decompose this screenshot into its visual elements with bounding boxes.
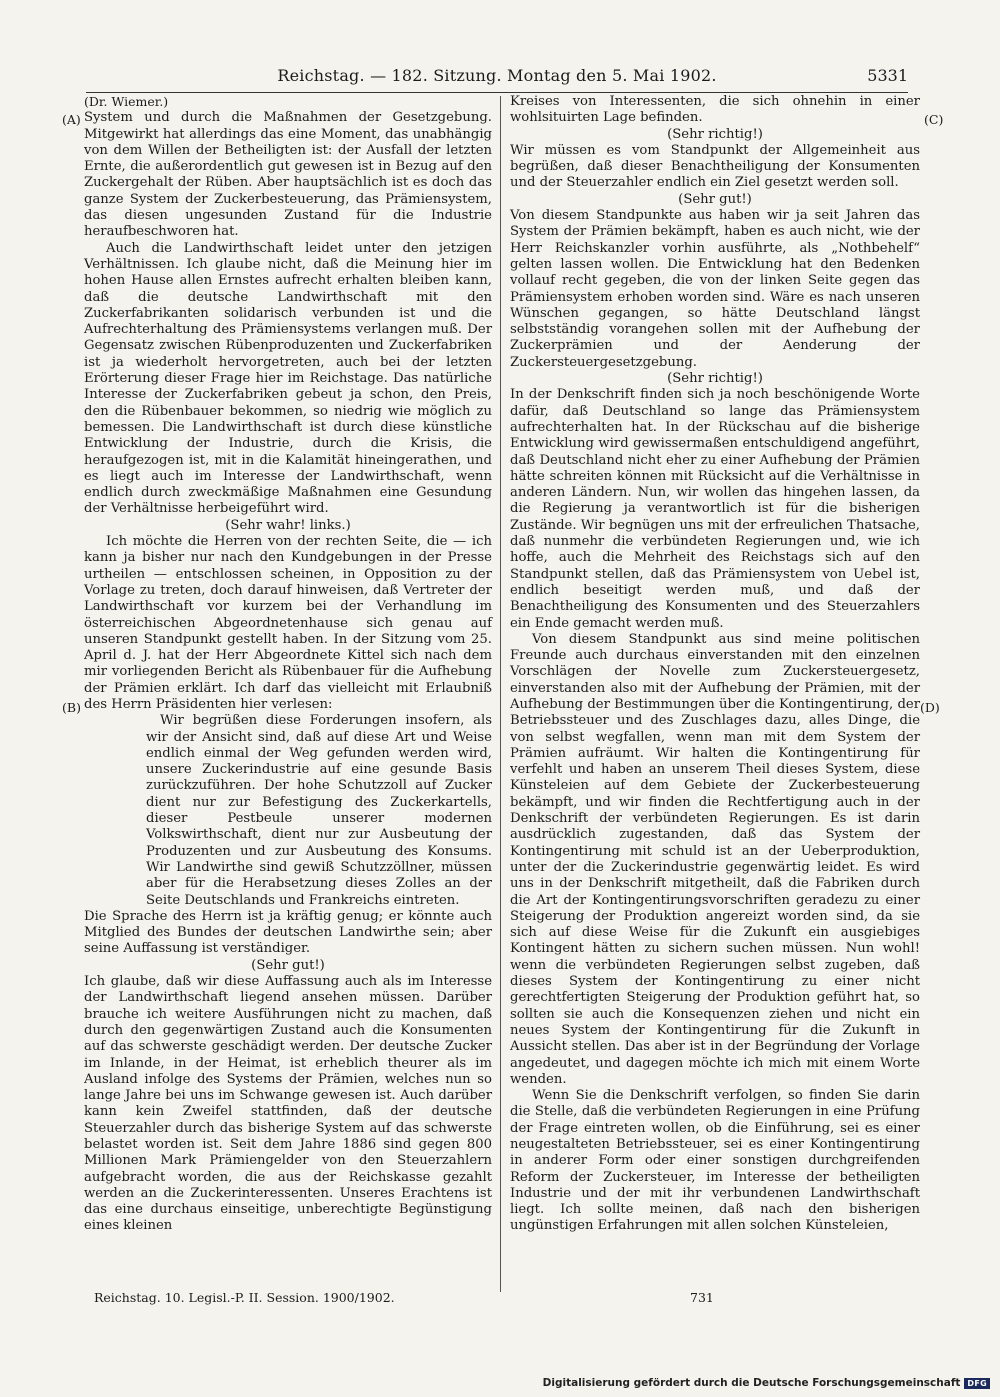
paragraph: Wenn Sie die Denkschrift verfolgen, so finden Sie darin die Stelle, daß die verbündeten Regierungen in eine Prüfung der Frage eintreten wollen, ob die Einführung, sei es einer neugestalteten Betriebssteuer, sei es einer Kontingentirung in anderer Form oder einer sonstigen durchgreifenden Reform der Zuckersteuer, im Interesse der betheiligten Industrie und der mit ihr verbundenen Landwirthschaft liegt. Ich sollte meinen, daß nach den bisherigen ungünstigen Erfahrungen mit allen solchen Künsteleien, xyxy=(510,1088,920,1234)
footer-session-info: Reichstag. 10. Legisl.-P. II. Session. 1900/1902. xyxy=(94,1290,395,1305)
dfg-logo-icon: DFG xyxy=(964,1378,990,1389)
paragraph: Ich glaube, daß wir diese Auffassung auch als im Interesse der Landwirthschaft liegend ansehen müssen. Darüber brauche ich weitere Ausführungen nicht zu machen, daß durch den gegenwärtigen Zustand auch die Konsumenten auf das schwerste geschädigt werden. Der deutsche Zucker im Inlande, in der Heimat, ist erheblich theurer als im Ausland infolge des Systems der Prämien, welches nun so lange Jahre bei uns im Schwange gewesen ist. Auch darüber kann kein Zweifel stattfinden, daß der deutsche Steuerzahler durch das bisherige System auf das schwerste belastet worden ist. Seit dem Jahre 1886 sind gegen 800 Millionen Mark Prämiengelder von den Steuerzahlern aufgebracht worden, die aus der Reichskasse gezahlt werden an die Zuckerinteressenten. Unseres Erachtens ist das eine durchaus einseitige, unberechtigte Begünstigung eines kleinen xyxy=(84,974,492,1234)
paragraph: Von diesem Standpunkte aus haben wir ja seit Jahren das System der Prämien bekämpft, haben es auch nicht, wie der Herr Reichskanzler vorhin ausführte, als „Nothbehelf“ gelten lassen wollen. Die Entwicklung hat den Bedenken vollauf recht gegeben, die von der linken Seite gegen das Prämiensystem erhoben worden sind. Wäre es nach unseren Wünschen gegangen, so hätte Deutschland längst selbstständig vorangehen sollen mit der Aufhebung der Zuckerprämien und der Aenderung der Zuckersteuergesetzgebung. xyxy=(510,208,920,370)
margin-marker-d: (D) xyxy=(920,700,940,715)
paragraph: Kreises von Interessenten, die sich ohnehin in einer wohlsituirten Lage befinden. xyxy=(510,94,920,126)
digitization-text: Digitalisierung gefördert durch die Deutsche Forschungsgemeinschaft xyxy=(542,1377,961,1389)
interjection: (Sehr richtig!) xyxy=(667,126,763,142)
speaker-label: (Dr. Wiemer.) xyxy=(84,94,169,109)
margin-marker-a: (A) xyxy=(62,112,81,127)
interjection: (Sehr gut!) xyxy=(251,957,325,973)
paragraph: In der Denkschrift finden sich ja noch beschönigende Worte dafür, daß Deutschland so lange das Prämiensystem aufrechterhalten hat. In der Rückschau auf die bisherige Entwicklung wird gewissermaßen entschuldigend angeführt, daß Deutschland nicht eher zu einer Aufhebung der Prämien hätte schreiten können mit Rücksicht auf die Verhältnisse in anderen Ländern. Nun, wir wollen das hingehen lassen, da die Regierung ja verantwortlich ist für die bisherigen Zustände. Wir begnügen uns mit der erfreulichen Thatsache, daß nunmehr die verbündeten Regierungen und, wie ich hoffe, auch die Mehrheit des Reichstags sich auf den Standpunkt stellen, daß das Prämiensystem von Uebel ist, endlich beseitigt werden muß, und daß der Benachtheiligung des Konsumenten und des Steuerzahlers ein Ende gemacht werden muß. xyxy=(510,387,920,631)
paragraph: System und durch die Maßnahmen der Gesetzgebung. Mitgewirkt hat allerdings das eine Moment, das unabhängig von dem Willen der Betheiligten ist: der Ausfall der letzten Ernte, die außerordentlich gut gewesen ist in Bezug auf den Zuckergehalt der Rüben. Aber hauptsächlich ist es doch das ganze System der Zuckerbesteuerung, das Prämiensystem, das diesen ungesunden Zustand für die Industrie heraufbeschworen hat. xyxy=(84,110,492,240)
paragraph: Wir müssen es vom Standpunkt der Allgemeinheit aus begrüßen, daß dieser Benachtheiligung der Konsumenten und der Steuerzahler endlich ein Ziel gesetzt werden soll. xyxy=(510,142,920,191)
running-header xyxy=(86,62,908,90)
interjection: (Sehr gut!) xyxy=(678,191,752,207)
paragraph: Ich möchte die Herren von der rechten Seite, die — ich kann ja bisher nur nach den Kundgebungen in der Presse urtheilen — entschlossen scheinen, in Opposition zu der Vorlage zu treten, doch darauf hinweisen, daß Vertreter der Landwirthschaft vor kurzem bei der Verhandlung im österreichischen Abgeordnetenhause sich genau auf unseren Standpunkt gestellt haben. In der Sitzung vom 25. April d. J. hat der Herr Abgeordnete Kittel sich nach dem mir vorliegenden Bericht als Rübenbauer für die Aufhebung der Prämien erklärt. Ich darf das vielleicht mit Erlaubniß des Herrn Präsidenten hier verlesen: xyxy=(84,534,492,712)
margin-marker-b: (B) xyxy=(62,700,81,715)
paragraph: Von diesem Standpunkt aus sind meine politischen Freunde auch durchaus einverstanden mit den einzelnen Vorschlägen der Novelle zum Zuckersteuergesetz, einverstanden also mit der Aufhebung der Prämien, mit der Aufhebung der Bestimmungen über die Kontingentirung, der Betriebssteuer und des Zuschlages dazu, alles Dinge, die von selbst wegfallen, wenn man mit dem System der Prämien aufräumt. Wir halten die Kontingentirung für verfehlt und haben an unserem Theil dieses System, diese Künsteleien auf dem Gebiete der Zuckerbesteuerung bekämpft, und wir finden die Rechtfertigung auch in der Denkschrift der verbündeten Regierungen. Es ist darin ausdrücklich zugestanden, daß das System der Kontingentirung mit schuld ist an der Ueberproduktion, unter der die Zuckerindustrie gegenwärtig leidet. Es wird uns in der Denkschrift mitgetheilt, daß die Fabriken durch die Art der Kontingentirungsvorschriften geradezu zu einer Steigerung der Produktion angereizt worden sind, da sie sich auf diese Weise für die Zukunft ein ausgiebiges Kontingent hätten zu sichern suchen müssen. Nun wohl! wenn die verbündeten Regierungen selbst zugeben, daß dieses System der Kontingentirung zu einer nicht gerechtfertigten Steigerung der Produktion geführt hat, so sollten sie auch die Konsequenzen ziehen und nicht ein neues System der Kontingentirung für die Zukunft in Aussicht stellen. Das aber ist in der Begründung der Vorlage angedeutet, und dagegen möchte ich mich mit einem Worte wenden. xyxy=(510,631,920,1087)
page-number: 5331 xyxy=(867,66,908,85)
footer-sheet-number: 731 xyxy=(690,1290,714,1305)
quotation: Wir begrüßen diese Forderungen insofern, als wir der Ansicht sind, daß auf diese Art und Weise endlich einmal der Weg gefunden werden wird, unsere Zuckerindustrie auf eine gesunde Basis zurückzuführen. Der hohe Schutzzoll auf Zucker dient nur zur Befestigung des Zuckerkartells, dieser Pestbeule unserer modernen Volkswirthschaft, dient nur zur Ausbeutung der Produzenten und zur Ausbeutung des Konsums. Wir Landwirthe sind gewiß Schutzzöllner, müssen aber für die Herabsetzung dieses Zolles an der Seite Deutschlands und Frankreichs eintreten. xyxy=(146,713,492,908)
header-title: Reichstag. — 182. Sitzung. Montag den 5. Mai 1902. xyxy=(277,66,717,85)
right-column xyxy=(510,94,920,1235)
digitization-credit xyxy=(543,1377,990,1389)
column-divider xyxy=(500,96,501,1292)
margin-marker-c: (C) xyxy=(924,112,944,127)
left-column xyxy=(84,94,492,1235)
paragraph: Die Sprache des Herrn ist ja kräftig genug; er könnte auch Mitglied des Bundes der deutschen Landwirthe sein; aber seine Auffassung ist verständiger. xyxy=(84,908,492,957)
header-rule xyxy=(86,92,908,93)
interjection: (Sehr richtig!) xyxy=(667,371,763,387)
paragraph: Auch die Landwirthschaft leidet unter den jetzigen Verhältnissen. Ich glaube nicht, daß die Meinung hier im hohen Hause allen Ernstes aufrecht erhalten bleiben kann, daß die deutsche Landwirthschaft mit den Zuckerfabrikanten solidarisch verbunden ist und die Aufrechterhaltung des Prämiensystems verlangen muß. Der Gegensatz zwischen Rübenproduzenten und Zuckerfabriken ist ja wiederholt hervorgetreten, auch bei der letzten Erörterung dieser Frage hier im Reichstage. Das natürliche Interesse der Zuckerfabriken gebeut ja schon, den Preis, den die Rübenbauer bekommen, so niedrig wie möglich zu bemessen. Die Landwirthschaft ist durch diese künstliche Entwicklung der Industrie, durch die Krisis, die heraufgezogen ist, mit in die Kalamität hineingerathen, und es liegt auch im Interesse der Landwirthschaft, wenn endlich durch zweckmäßige Maßnahmen eine Gesundung der Verhältnisse herbeigeführt wird. xyxy=(84,240,492,517)
interjection: (Sehr wahr! links.) xyxy=(225,517,351,533)
